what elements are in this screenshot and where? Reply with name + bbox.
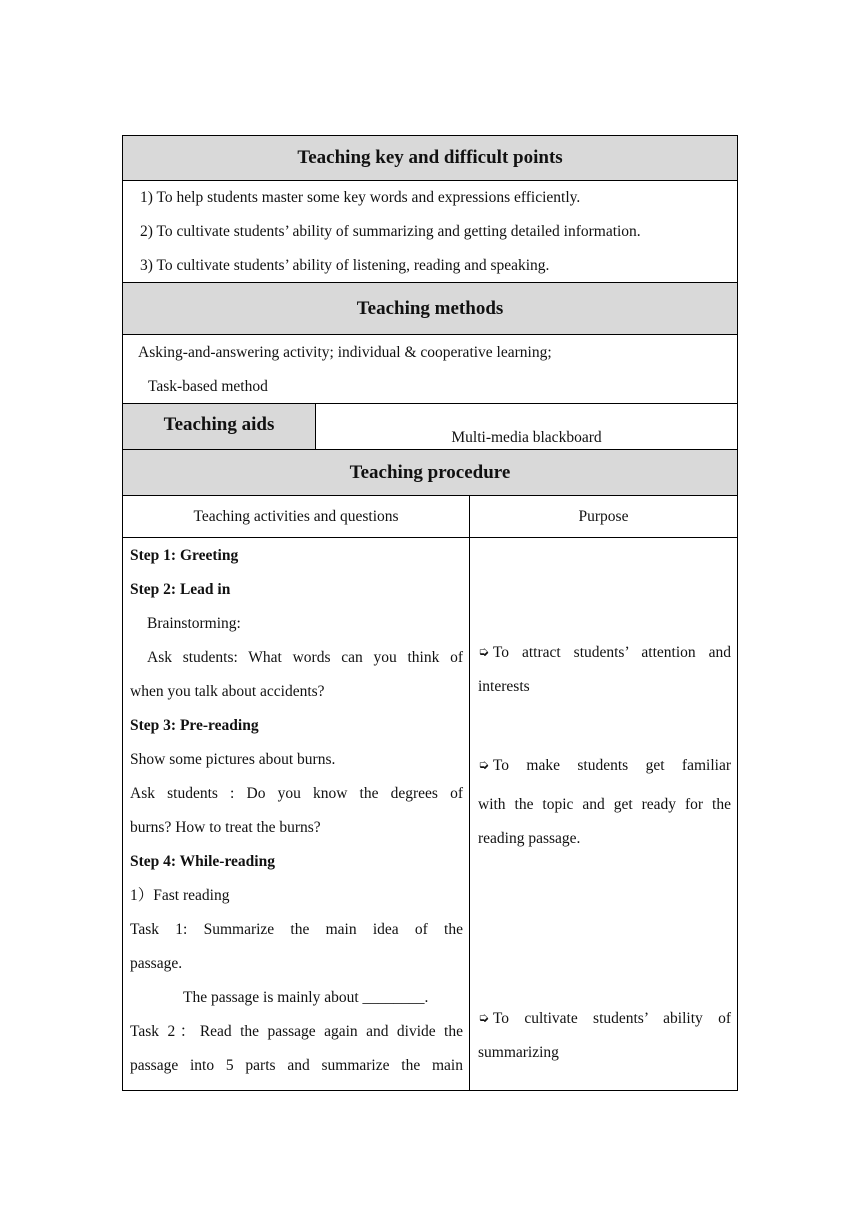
methods-body [122,335,738,404]
key-point-item: 3) To cultivate students’ ability of listening, reading and speaking. [140,257,550,274]
activities-cell [123,538,470,1090]
activity-line: when you talk about accidents? [130,683,325,700]
key-points-list [122,181,738,283]
aids-value: Multi-media blackboard [451,429,602,446]
methods-line: Task-based method [148,378,268,395]
step-heading: Step 3: Pre-reading [130,717,259,734]
activity-line: burns? How to treat the burns? [130,819,321,836]
activity-line: The passage is mainly about ________. [183,989,429,1006]
activity-line: 1）Fast reading [130,887,230,904]
procedure-column-headers [122,496,738,538]
step-heading: Step 2: Lead in [130,581,231,598]
arrow-right-icon: ➭ [478,645,489,660]
activity-line: passage. [130,955,183,972]
key-point-item: 1) To help students master some key words and expressions efficiently. [140,189,581,206]
aids-row [122,404,738,450]
purpose-cell [470,538,737,1090]
activity-line: Ask students: What words can you think of [147,649,463,666]
lesson-plan-table [122,135,738,1091]
aids-label: Teaching aids [123,404,316,449]
step-heading: Step 1: Greeting [130,547,239,564]
purpose-line: ➭ To cultivate students’ ability of [478,1010,731,1027]
arrow-right-icon: ➭ [478,758,489,773]
purpose-line: reading passage. [478,830,581,847]
column-header-purpose: Purpose [578,507,629,525]
activity-line: Show some pictures about burns. [130,751,336,768]
purpose-line: ➭ To make students get familiar [478,757,731,774]
activity-line: Task 2：Read the passage again and divide the [130,1023,463,1040]
methods-heading: Teaching methods [122,283,738,335]
purpose-line: ➭ To attract students’ attention and [478,644,731,661]
activity-line: Ask students : Do you know the degrees of [130,785,463,802]
activity-line: Brainstorming: [147,615,241,632]
procedure-heading: Teaching procedure [122,450,738,496]
key-point-item: 2) To cultivate students’ ability of summarizing and getting detailed information. [140,223,641,240]
activity-line: passage into 5 parts and summarize the main [130,1057,463,1074]
key-points-heading: Teaching key and difficult points [122,135,738,181]
arrow-right-icon: ➭ [478,1011,489,1026]
methods-line: Asking-and-answering activity; individual & cooperative learning; [138,344,552,361]
purpose-line: interests [478,678,530,695]
column-header-activities: Teaching activities and questions [123,496,470,537]
procedure-body [122,538,738,1091]
purpose-line: summarizing [478,1044,559,1061]
activity-line: Task 1: Summarize the main idea of the [130,921,463,938]
purpose-line: with the topic and get ready for the [478,796,731,813]
step-heading: Step 4: While-reading [130,853,275,870]
